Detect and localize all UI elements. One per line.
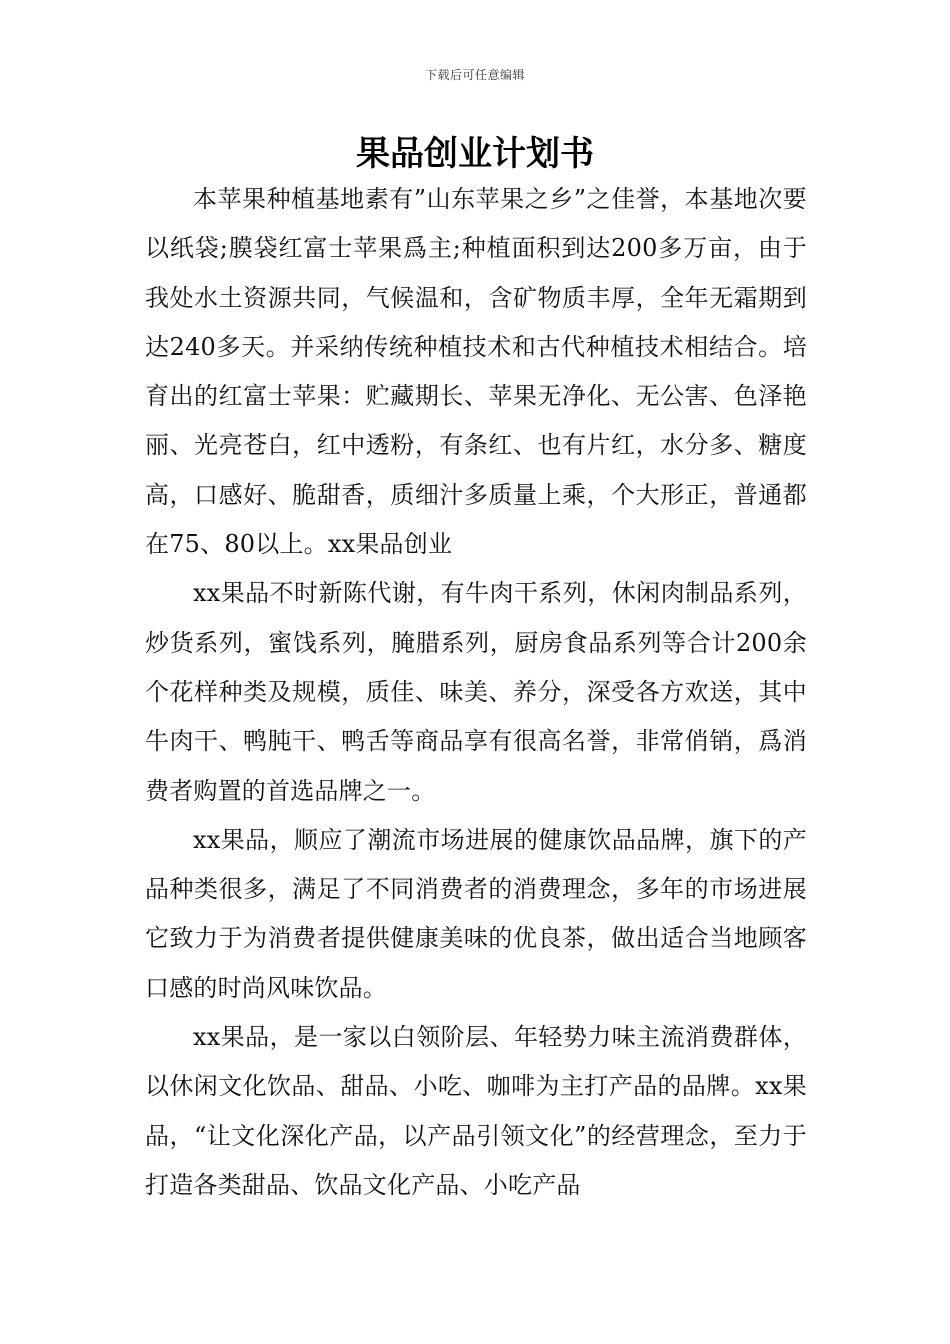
paragraph-3: xx果品，顺应了潮流市场进展的健康饮品品牌，旗下的产品种类很多，满足了不同消费者的消费理念，多年的市场进展它致力于为消费者提供健康美味的优良茶，做出适合当地顾客口感的时尚风味饮品。 (145, 825, 807, 1002)
paragraph-4: xx果品，是一家以白领阶层、年轻势力味主流消费群体，以休闲文化饮品、甜品、小吃、咖啡为主打产品的品牌。xx果品，“让文化深化产品，以产品引领文化”的经营理念，至力于打造各类甜品、饮品文化产品、小吃产品 (145, 1023, 807, 1199)
document-body (145, 175, 807, 1210)
paragraph-2: xx果品不时新陈代谢，有牛肉干系列，休闲肉制品系列，炒货系列，蜜饯系列，腌腊系列，厨房食品系列等合计200余个花样种类及规模，质佳、味美、养分，深受各方欢送，其中牛肉干、鸭肫干、鸭舌等商品享有很高名誉，非常俏销，爲消费者购置的首选品牌之一。 (145, 579, 807, 805)
document-title: 果品创业计划书 (356, 134, 594, 174)
header-note: 下载后可任意编辑 (424, 68, 525, 82)
paragraph-1: 本苹果种植基地素有”山东苹果之乡”之佳誉，本基地次要以纸袋;膜袋红富士苹果爲主;种植面积到达200多万亩，由于我处水土资源共同，气候温和，含矿物质丰厚，全年无霜期到达240多天。并采纳传统种植技术和古代种植技术相结合。培育出的红富士苹果：贮藏期长、苹果无净化、无公害、色泽艳丽、光亮苍白，红中透粉，有条红、也有片红，水分多、糖度高，口感好、脆甜香，质细汁多质量上乘，个大形正，普通都在75、80以上。xx果品创业 (145, 185, 807, 559)
